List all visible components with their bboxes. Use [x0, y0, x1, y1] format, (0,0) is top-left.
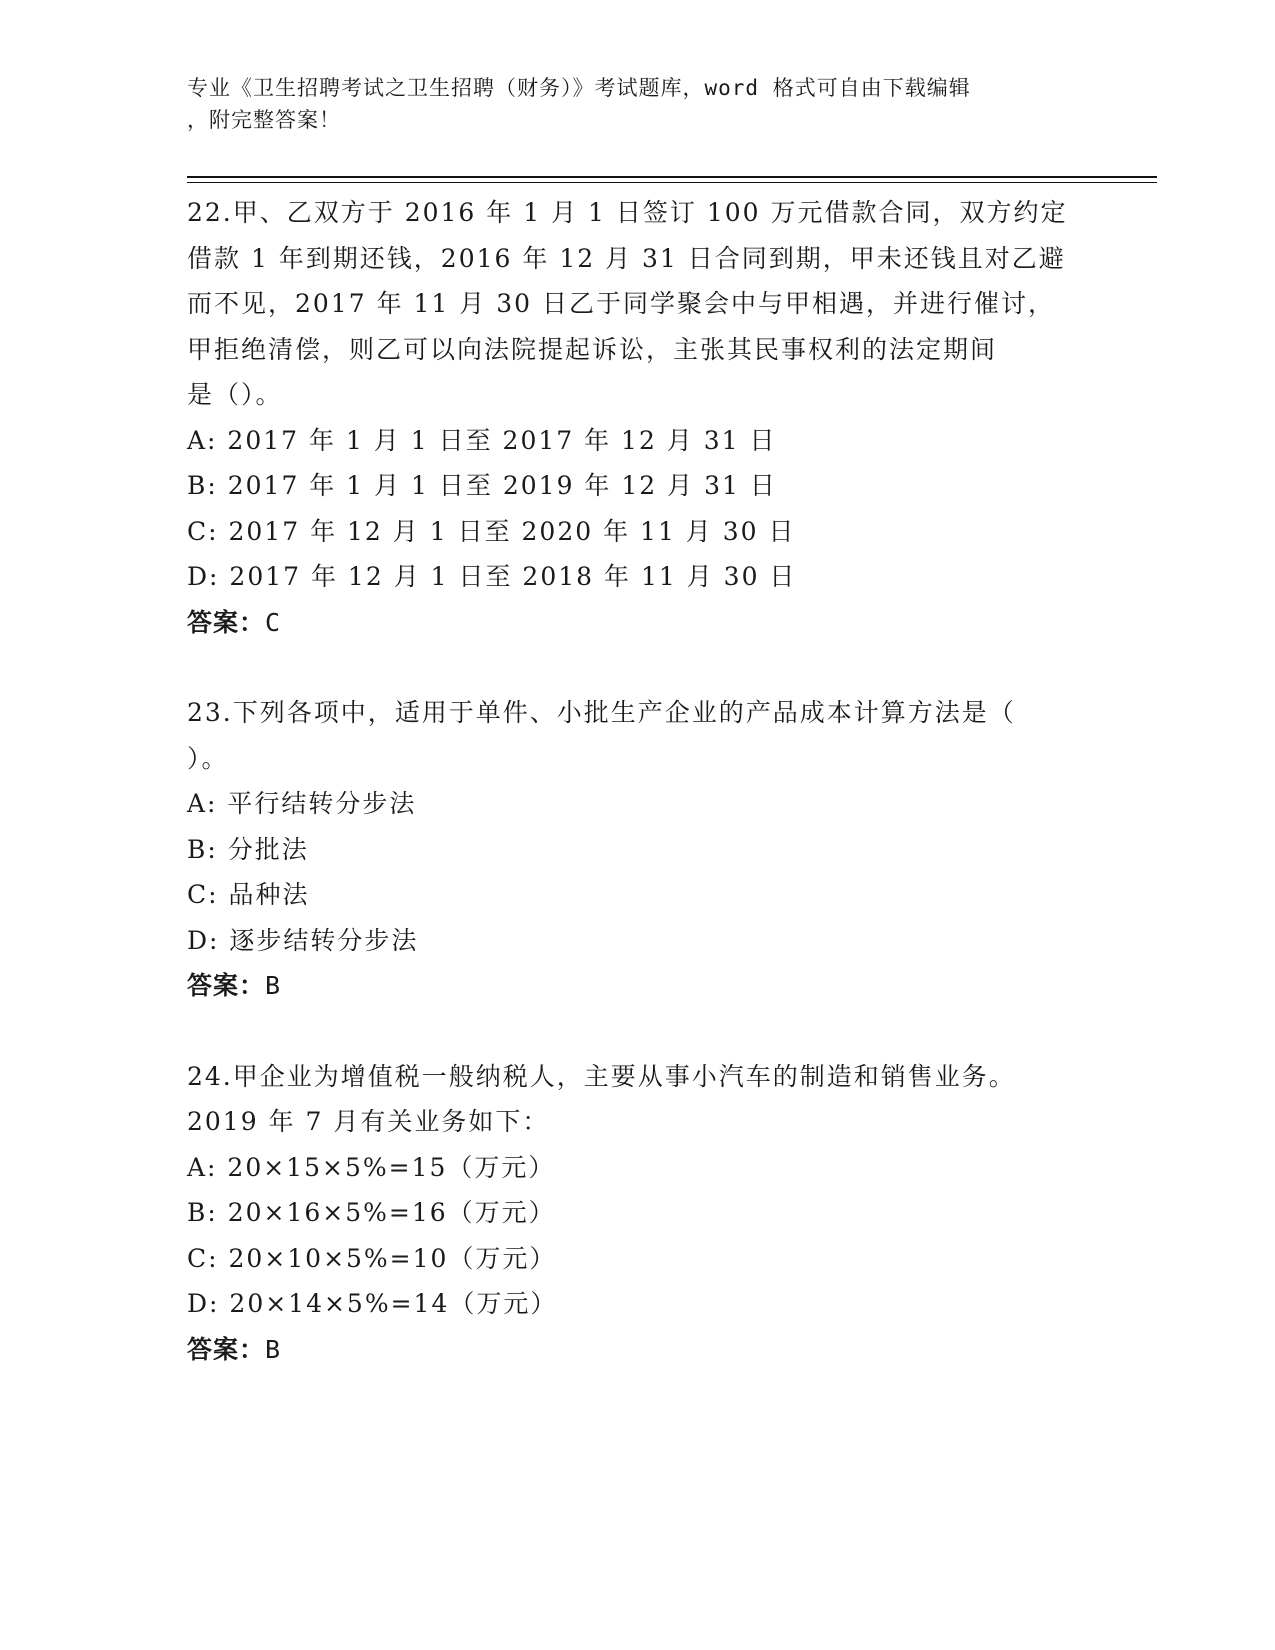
question-text-line: 22.甲、乙双方于 2016 年 1 月 1 日签订 100 万元借款合同，双方约定 — [187, 198, 1068, 227]
question-text-line: 2019 年 7 月有关业务如下： — [187, 1107, 550, 1136]
option-d: D: 20×14×5%=14（万元） — [187, 1289, 558, 1318]
option-a: A: 2017 年 1 月 1 日至 2017 年 12 月 31 日 — [187, 425, 777, 455]
question-text-line: ）。 — [187, 743, 229, 773]
question-text-line: 是（）。 — [187, 380, 283, 409]
answer-value: B — [265, 971, 282, 1000]
answer-line — [187, 1327, 1087, 1373]
question-24 — [187, 1054, 1087, 1373]
option-b: B: 2017 年 1 月 1 日至 2019 年 12 月 31 日 — [187, 471, 777, 500]
header-divider-thin — [187, 182, 1157, 183]
question-text-line: 借款 1 年到期还钱，2016 年 12 月 31 日合同到期，甲未还钱且对乙避 — [187, 243, 1066, 273]
option-d: D: 2017 年 12 月 1 日至 2018 年 11 月 30 日 — [187, 562, 797, 591]
question-text-line: 甲拒绝清偿，则乙可以向法院提起诉讼，主张其民事权利的法定期间 — [187, 334, 998, 364]
question-spacer — [187, 1009, 1087, 1054]
question-22 — [187, 190, 1087, 645]
answer-value: C — [265, 607, 282, 637]
header-divider-thick — [187, 176, 1157, 178]
question-spacer — [187, 645, 1087, 690]
option-b: B: 分批法 — [187, 834, 309, 864]
question-23 — [187, 690, 1087, 1009]
answer-value: B — [265, 1334, 282, 1364]
option-c: C: 20×10×5%=10（万元） — [187, 1243, 557, 1273]
answer-line — [187, 600, 1087, 646]
option-c: C: 品种法 — [187, 880, 310, 909]
option-b: B: 20×16×5%=16（万元） — [187, 1198, 556, 1227]
option-a: A: 20×15×5%=15（万元） — [187, 1152, 556, 1182]
option-c: C: 2017 年 12 月 1 日至 2020 年 11 月 30 日 — [187, 516, 796, 546]
document-header — [187, 72, 1067, 136]
answer-label: 答案： — [187, 971, 266, 1000]
header-line-1: 专业《卫生招聘考试之卫生招聘（财务）》考试题库，word 格式可自由下载编辑 — [187, 76, 971, 100]
header-line-2: ，附完整答案！ — [187, 108, 341, 132]
answer-label: 答案： — [187, 607, 266, 637]
question-list — [187, 190, 1087, 1372]
answer-label: 答案： — [187, 1334, 266, 1364]
question-text-line: 而不见，2017 年 11 月 30 日乙于同学聚会中与甲相遇，并进行催讨， — [187, 289, 1055, 318]
answer-line — [187, 963, 1087, 1009]
question-text-line: 23.下列各项中，适用于单件、小批生产企业的产品成本计算方法是（ — [187, 698, 1016, 727]
option-d: D: 逐步结转分步法 — [187, 925, 419, 955]
question-text-line: 24.甲企业为增值税一般纳税人，主要从事小汽车的制造和销售业务。 — [187, 1061, 1016, 1091]
option-a: A: 平行结转分步法 — [187, 789, 417, 818]
